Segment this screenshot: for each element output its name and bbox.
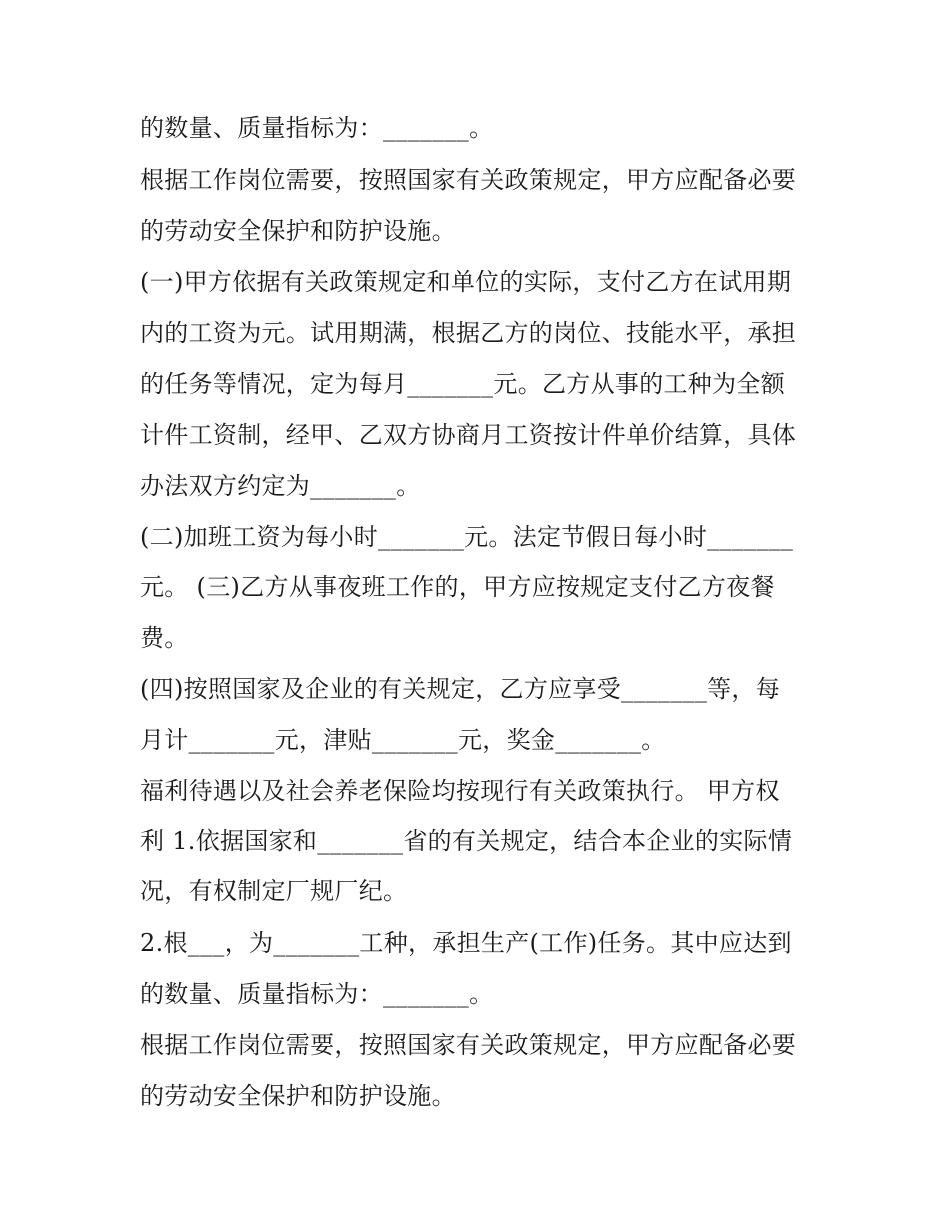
text-line: 的数量、质量指标为：_______。 [140, 114, 494, 142]
text-line: 的劳动安全保护和防护设施。 [140, 1082, 456, 1110]
text-line: 元。 (三)乙方从事夜班工作的，甲方应按规定支付乙方夜餐 [140, 573, 775, 601]
text-line: 的数量、质量指标为：_______。 [140, 980, 494, 1008]
text-line: 费。 [140, 624, 189, 652]
text-line: 办法双方约定为_______。 [140, 472, 421, 500]
text-line: 福利待遇以及社会养老保险均按现行有关政策执行。 甲方权 [140, 777, 780, 805]
text-line: 根据工作岗位需要，按照国家有关政策规定，甲方应配备必要 [140, 166, 797, 194]
text-line: 根据工作岗位需要，按照国家有关政策规定，甲方应配备必要 [140, 1031, 797, 1059]
text-line: 的任务等情况，定为每月_______元。乙方从事的工种为全额 [140, 370, 785, 398]
text-line: (一)甲方依据有关政策规定和单位的实际，支付乙方在试用期 [140, 268, 792, 296]
text-line: 2.根___，为_______工种，承担生产(工作)任务。其中应达到 [140, 929, 792, 957]
text-line: 的劳动安全保护和防护设施。 [140, 217, 456, 245]
text-line: (四)按照国家及企业的有关规定，乙方应享受_______等，每 [140, 675, 781, 703]
text-line: 月计_______元，津贴_______元，奖金_______。 [140, 726, 666, 754]
text-line: 况，有权制定厂规厂纪。 [140, 877, 408, 905]
text-line: 利 1.依据国家和_______省的有关规定，结合本企业的实际情 [140, 827, 793, 855]
text-line: 计件工资制，经甲、乙双方协商月工资按计件单价结算，具体 [140, 421, 797, 449]
text-line: (二)加班工资为每小时_______元。法定节假日每小时_______ [140, 523, 794, 551]
text-line: 内的工资为元。试用期满，根据乙方的岗位、技能水平，承担 [140, 319, 797, 347]
